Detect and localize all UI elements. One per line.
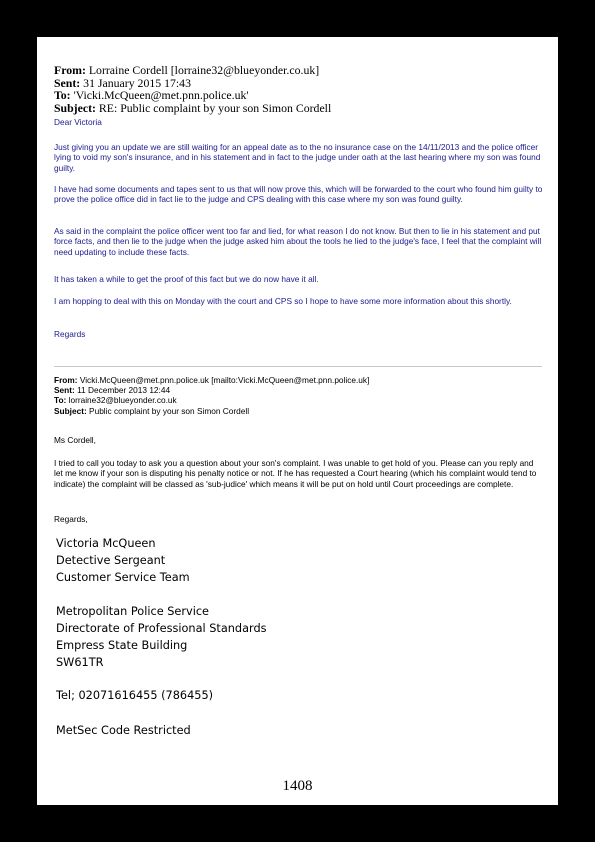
reply-closing: Regards bbox=[54, 329, 86, 339]
signature-rank: Detective Sergeant bbox=[56, 554, 166, 567]
address-block bbox=[56, 603, 267, 671]
subject-value: Public complaint by your son Simon Cordell bbox=[89, 405, 250, 416]
sent-label: Sent: bbox=[54, 385, 75, 396]
reply-paragraph-1: Just giving you an update we are still waiting for an appeal date as to the no insurance case on the 14/11/2013 and the police officer lying to void my son's insurance, and in his statement and in fact to the judge under oath at the last hearing where my son was found guilty. bbox=[54, 142, 541, 173]
signature-block bbox=[56, 535, 190, 586]
reply-paragraph-5: I am hopping to deal with this on Monday with the court and CPS so I hope to have some more information about this shortly. bbox=[54, 296, 512, 306]
original-from-line bbox=[54, 375, 369, 385]
original-sent-line bbox=[54, 385, 369, 395]
to-value: 'Vicki.McQueen@met.pnn.police.uk' bbox=[73, 88, 249, 103]
original-to-line bbox=[54, 395, 369, 405]
document-page bbox=[37, 37, 558, 805]
page-number: 1408 bbox=[282, 778, 313, 794]
sent-label: Sent: bbox=[54, 75, 81, 90]
sent-value: 11 December 2013 12:44 bbox=[77, 385, 171, 396]
security-classification: MetSec Code Restricted bbox=[56, 724, 191, 737]
original-subject-line bbox=[54, 406, 369, 416]
signature-name: Victoria McQueen bbox=[56, 537, 156, 550]
email-divider bbox=[54, 366, 542, 367]
to-value: lorraine32@blueyonder.co.uk bbox=[68, 395, 177, 406]
from-value: Lorraine Cordell [lorraine32@blueyonder.co.uk] bbox=[88, 63, 320, 77]
reply-email-header bbox=[54, 64, 331, 114]
reply-paragraph-4: It has taken a while to get the proof of this fact but we do now have it all. bbox=[54, 274, 319, 284]
from-value: Vicki.McQueen@met.pnn.police.uk [mailto:Vicki.McQueen@met.pnn.police.uk] bbox=[79, 375, 370, 385]
to-label: To: bbox=[54, 395, 67, 406]
from-label: From: bbox=[54, 63, 86, 77]
original-greeting: Ms Cordell, bbox=[54, 435, 96, 445]
original-body: I tried to call you today to ask you a question about your son's complaint. I was unable to get hold of you. Please can you reply and let me know if your son is disputing his penalty notice or not. If he has requested a Court hearing (which his complaint would tend to indicate) the complaint will be classed as 'sub-judice' which means it will be put on hold until Court proceedings are complete. bbox=[54, 458, 537, 489]
reply-greeting: Dear Victoria bbox=[54, 117, 102, 127]
subject-label: Subject: bbox=[54, 100, 96, 115]
reply-subject-line bbox=[54, 102, 331, 115]
subject-value: RE: Public complaint by your son Simon Cordell bbox=[98, 100, 332, 115]
signature-team: Customer Service Team bbox=[56, 571, 190, 584]
address-org: Metropolitan Police Service bbox=[56, 605, 209, 618]
sent-value: 31 January 2015 17:43 bbox=[83, 75, 191, 90]
subject-label: Subject: bbox=[54, 405, 87, 416]
from-label: From: bbox=[54, 375, 78, 385]
telephone: Tel; 02071616455 (786455) bbox=[56, 689, 214, 702]
original-closing: Regards, bbox=[54, 514, 88, 524]
address-building: Empress State Building bbox=[56, 639, 188, 652]
address-directorate: Directorate of Professional Standards bbox=[56, 622, 267, 635]
reply-paragraph-2: I have had some documents and tapes sent to us that will now prove this, which will be forwarded to the court who found him guilty to prove the police office did in fact lie to the judge and CPS dealing with this case where my son was found guilty. bbox=[54, 184, 543, 205]
address-postcode: SW61TR bbox=[56, 656, 104, 669]
to-label: To: bbox=[54, 88, 71, 103]
original-email-header bbox=[54, 375, 369, 416]
reply-paragraph-3: As said in the complaint the police officer went too far and lied, for what reason I do not know. But then to lie in his statement and put force facts, and then lie to the judge when the judge asked him about the tools he lied to the judge's face, I feel that the complaint will need updating to include these facts. bbox=[54, 226, 542, 257]
